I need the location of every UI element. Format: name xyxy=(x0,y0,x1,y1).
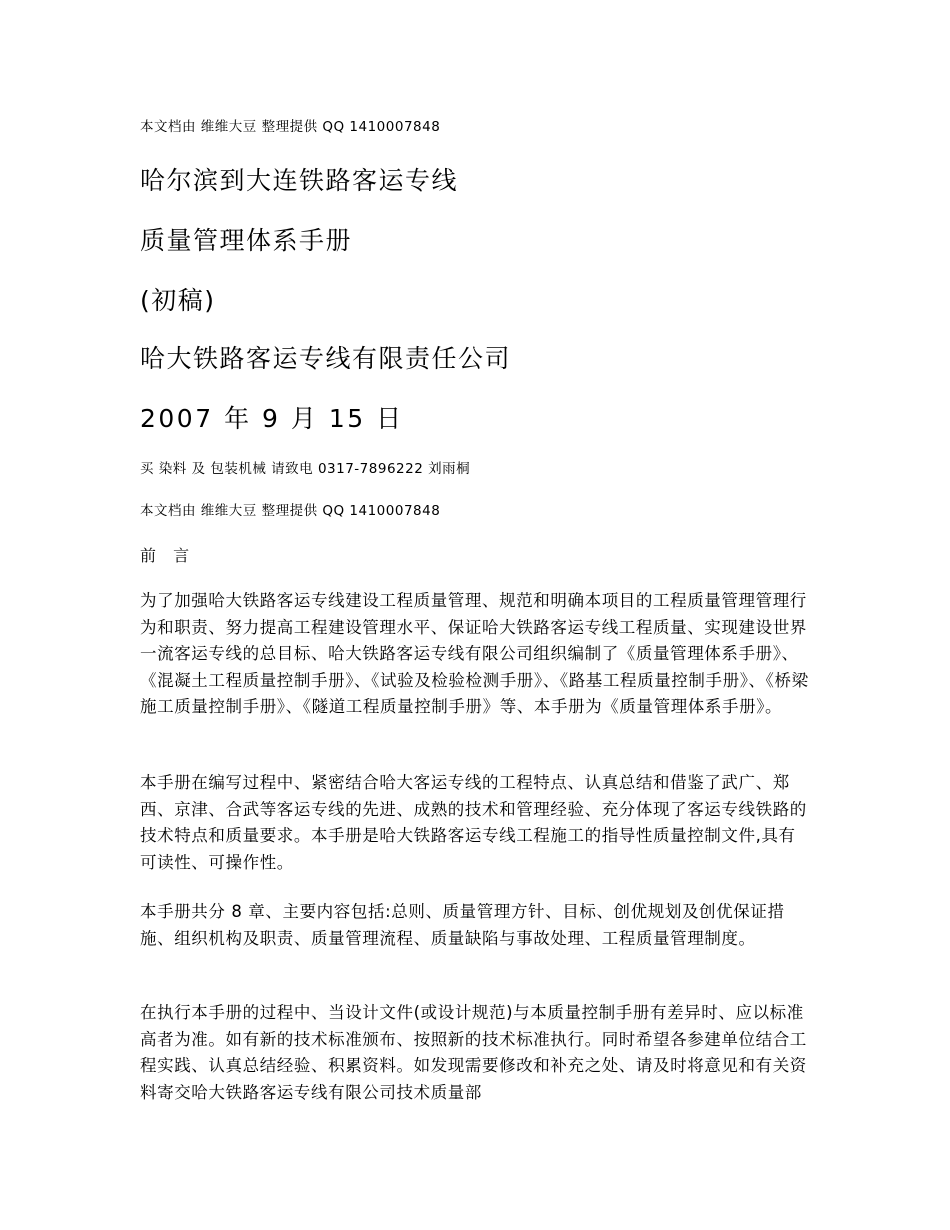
paragraph-1: 为了加强哈大铁路客运专线建设工程质量管理、规范和明确本项目的工程质量管理管理行为和职责、努力提高工程建设管理水平、保证哈大铁路客运专线工程质量、实现建设世界一流客运专线的总目标、哈大铁路客运专线有限公司组织编制了《质量管理体系手册》、《混凝土工程质量控制手册》、《试验及检验检测手册》、《路基工程质量控制手册》、《桥梁施工质量控制手册》、《隧道工程质量控制手册》等、本手册为《质量管理体系手册》。 xyxy=(140,591,809,716)
title-line-2: 质量管理体系手册 xyxy=(140,226,353,255)
title-line-1: 哈尔滨到大连铁路客运专线 xyxy=(140,166,459,195)
paragraph-2: 本手册在编写过程中、紧密结合哈大客运专线的工程特点、认真总结和借鉴了武广、郑西、京津、合武等客运专线的先进、成熟的技术和管理经验、充分体现了客运专线铁路的技术特点和质量要求。本手册是哈大铁路客运专线工程施工的指导性质量控制文件,具有可读性、可操作性。 xyxy=(140,773,807,872)
preface-heading: 前 言 xyxy=(140,546,196,565)
company-name: 哈大铁路客运专线有限责任公司 xyxy=(140,344,512,373)
title-line-3: (初稿) xyxy=(140,286,216,315)
paragraph-3: 本手册共分 8 章、主要内容包括:总则、质量管理方针、目标、创优规划及创优保证措施、组织机构及职责、质量管理流程、质量缺陷与事故处理、工程质量管理制度。 xyxy=(140,902,785,948)
ad-line: 买 染料 及 包装机械 请致电 0317-7896222 刘雨桐 xyxy=(140,461,471,477)
header-line: 本文档由 维维大豆 整理提供 QQ 1410007848 xyxy=(140,119,441,135)
header-line-repeat: 本文档由 维维大豆 整理提供 QQ 1410007848 xyxy=(140,503,441,519)
paragraph-4: 在执行本手册的过程中、当设计文件(或设计规范)与本质量控制手册有差异时、应以标准高者为准。如有新的技术标准颁布、按照新的技术标准执行。同时希望各参建单位结合工程实践、认真总结经验、积累资料。如发现需要修改和补充之处、请及时将意见和有关资料寄交哈大铁路客运专线有限公司技术质量部 xyxy=(140,1003,807,1102)
document-date: 2007 年 9 月 15 日 xyxy=(140,404,404,433)
